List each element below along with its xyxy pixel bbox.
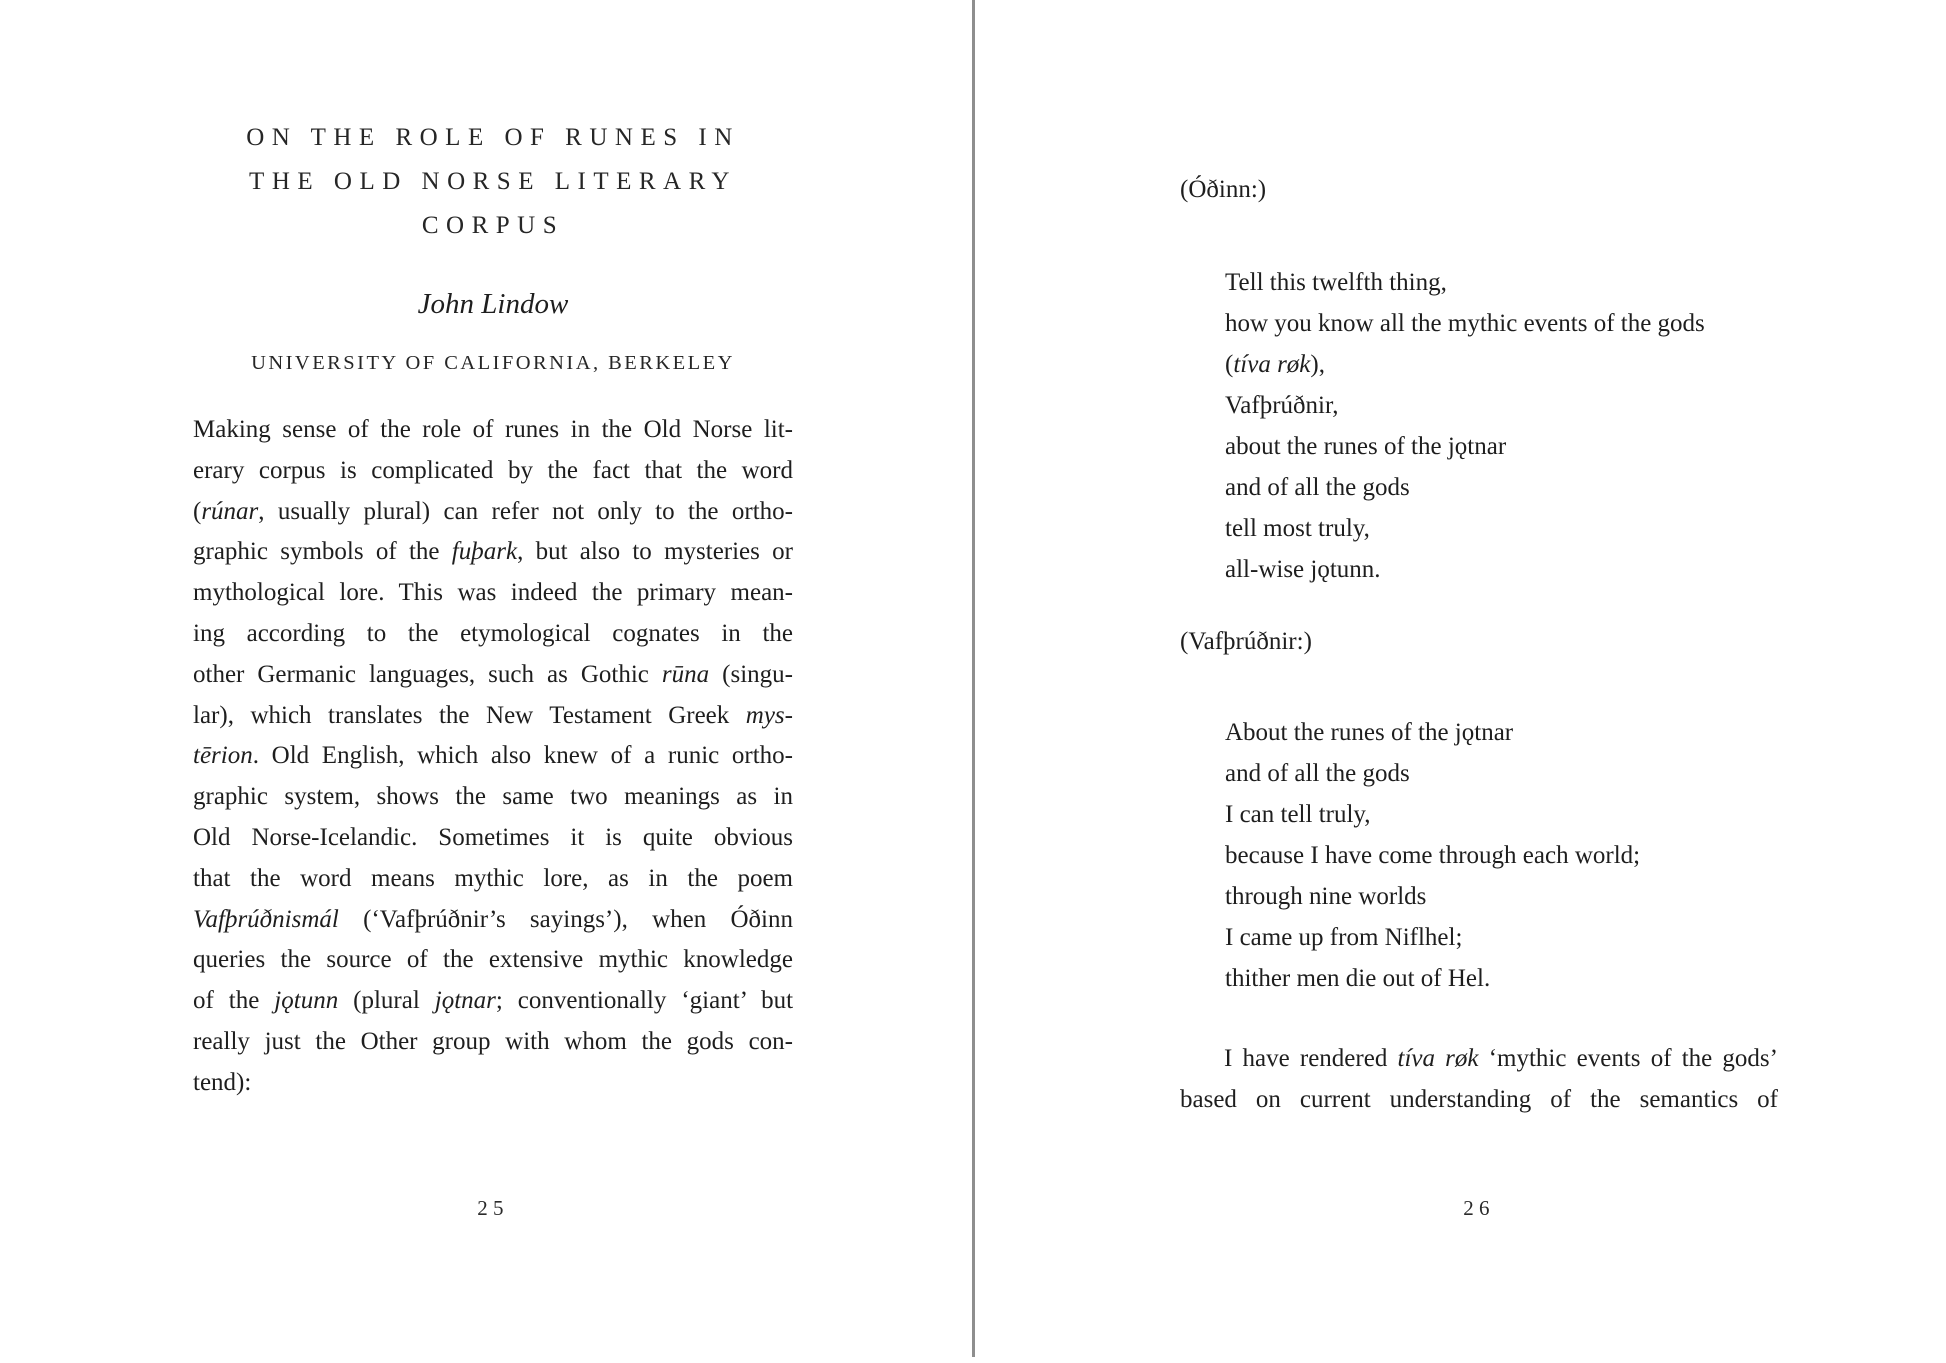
author-name: John Lindow — [417, 288, 569, 320]
closing-paragraph — [1180, 1038, 1778, 1120]
text-line: Vafþrúðnir, — [1225, 392, 1339, 419]
text-line: (tíva røk), — [1225, 351, 1325, 378]
verse-vafthrudnir — [1180, 712, 1778, 999]
text-line: because I have come through each world; — [1225, 842, 1641, 869]
text-line: I have rendered tíva røk ‘mythic events of the gods’ — [1224, 1045, 1778, 1072]
speaker-label-vafthrudnir: (Vafþrúðnir:) — [1180, 628, 1312, 655]
page-number-left: 25 — [477, 1196, 509, 1220]
text-line: tērion. Old English, which also knew of a runic ortho- — [193, 742, 793, 770]
text-line: erary corpus is complicated by the fact that the word — [193, 456, 793, 484]
text-line: I can tell truly, — [1225, 801, 1371, 828]
text-line: based on current understanding of the semantics of — [1180, 1086, 1778, 1113]
text-line: Tell this twelfth thing, — [1225, 269, 1447, 296]
text-line: really just the Other group with whom the gods con- — [193, 1027, 793, 1055]
text-line: ing according to the etymological cognates in the — [193, 619, 793, 647]
article-title-line: CORPUS — [421, 212, 565, 239]
page-number-right: 26 — [1463, 1196, 1495, 1220]
page-divider — [972, 0, 975, 1357]
text-line: and of all the gods — [1225, 474, 1410, 501]
text-line: tend): — [193, 1068, 252, 1096]
text-line: all-wise jǫtunn. — [1225, 556, 1381, 583]
author-affiliation: UNIVERSITY OF CALIFORNIA, BERKELEY — [251, 352, 735, 374]
speaker-label-odinn: (Óðinn:) — [1180, 176, 1267, 203]
text-line: thither men die out of Hel. — [1225, 965, 1491, 992]
text-line: lar), which translates the New Testament Greek mys- — [193, 701, 793, 729]
text-line: through nine worlds — [1225, 883, 1427, 910]
text-line: tell most truly, — [1225, 515, 1370, 542]
text-line: (rúnar, usually plural) can refer not only to the ortho- — [193, 497, 793, 525]
text-line: of the jǫtunn (plural jǫtnar; conventionally ‘giant’ but — [193, 987, 794, 1015]
text-line: graphic system, shows the same two meanings as in — [193, 783, 793, 811]
verse-odinn — [1180, 262, 1778, 590]
text-line: About the runes of the jǫtnar — [1225, 719, 1514, 746]
article-title-line: ON THE ROLE OF RUNES IN — [246, 124, 740, 151]
text-line: how you know all the mythic events of the gods — [1225, 310, 1705, 337]
text-line: Old Norse-Icelandic. Sometimes it is quite obvious — [193, 823, 793, 851]
article-title — [193, 116, 793, 248]
intro-paragraph — [193, 410, 793, 1104]
text-line: graphic symbols of the fuþark, but also to mysteries or — [193, 538, 793, 566]
text-line: and of all the gods — [1225, 760, 1410, 787]
article-title-line: THE OLD NORSE LITERARY — [249, 168, 737, 195]
text-line: mythological lore. This was indeed the primary mean- — [193, 579, 793, 607]
text-line: queries the source of the extensive mythic knowledge — [193, 946, 793, 974]
text-line: I came up from Niflhel; — [1225, 924, 1463, 951]
text-line: other Germanic languages, such as Gothic rūna (singu- — [193, 660, 793, 688]
text-line: Making sense of the role of runes in the Old Norse lit- — [193, 416, 793, 443]
text-line: about the runes of the jǫtnar — [1225, 433, 1507, 460]
text-line: that the word means mythic lore, as in the poem — [193, 864, 793, 892]
text-line: Vafþrúðnismál (‘Vafþrúðnir’s sayings’), when Óðinn — [193, 905, 793, 933]
